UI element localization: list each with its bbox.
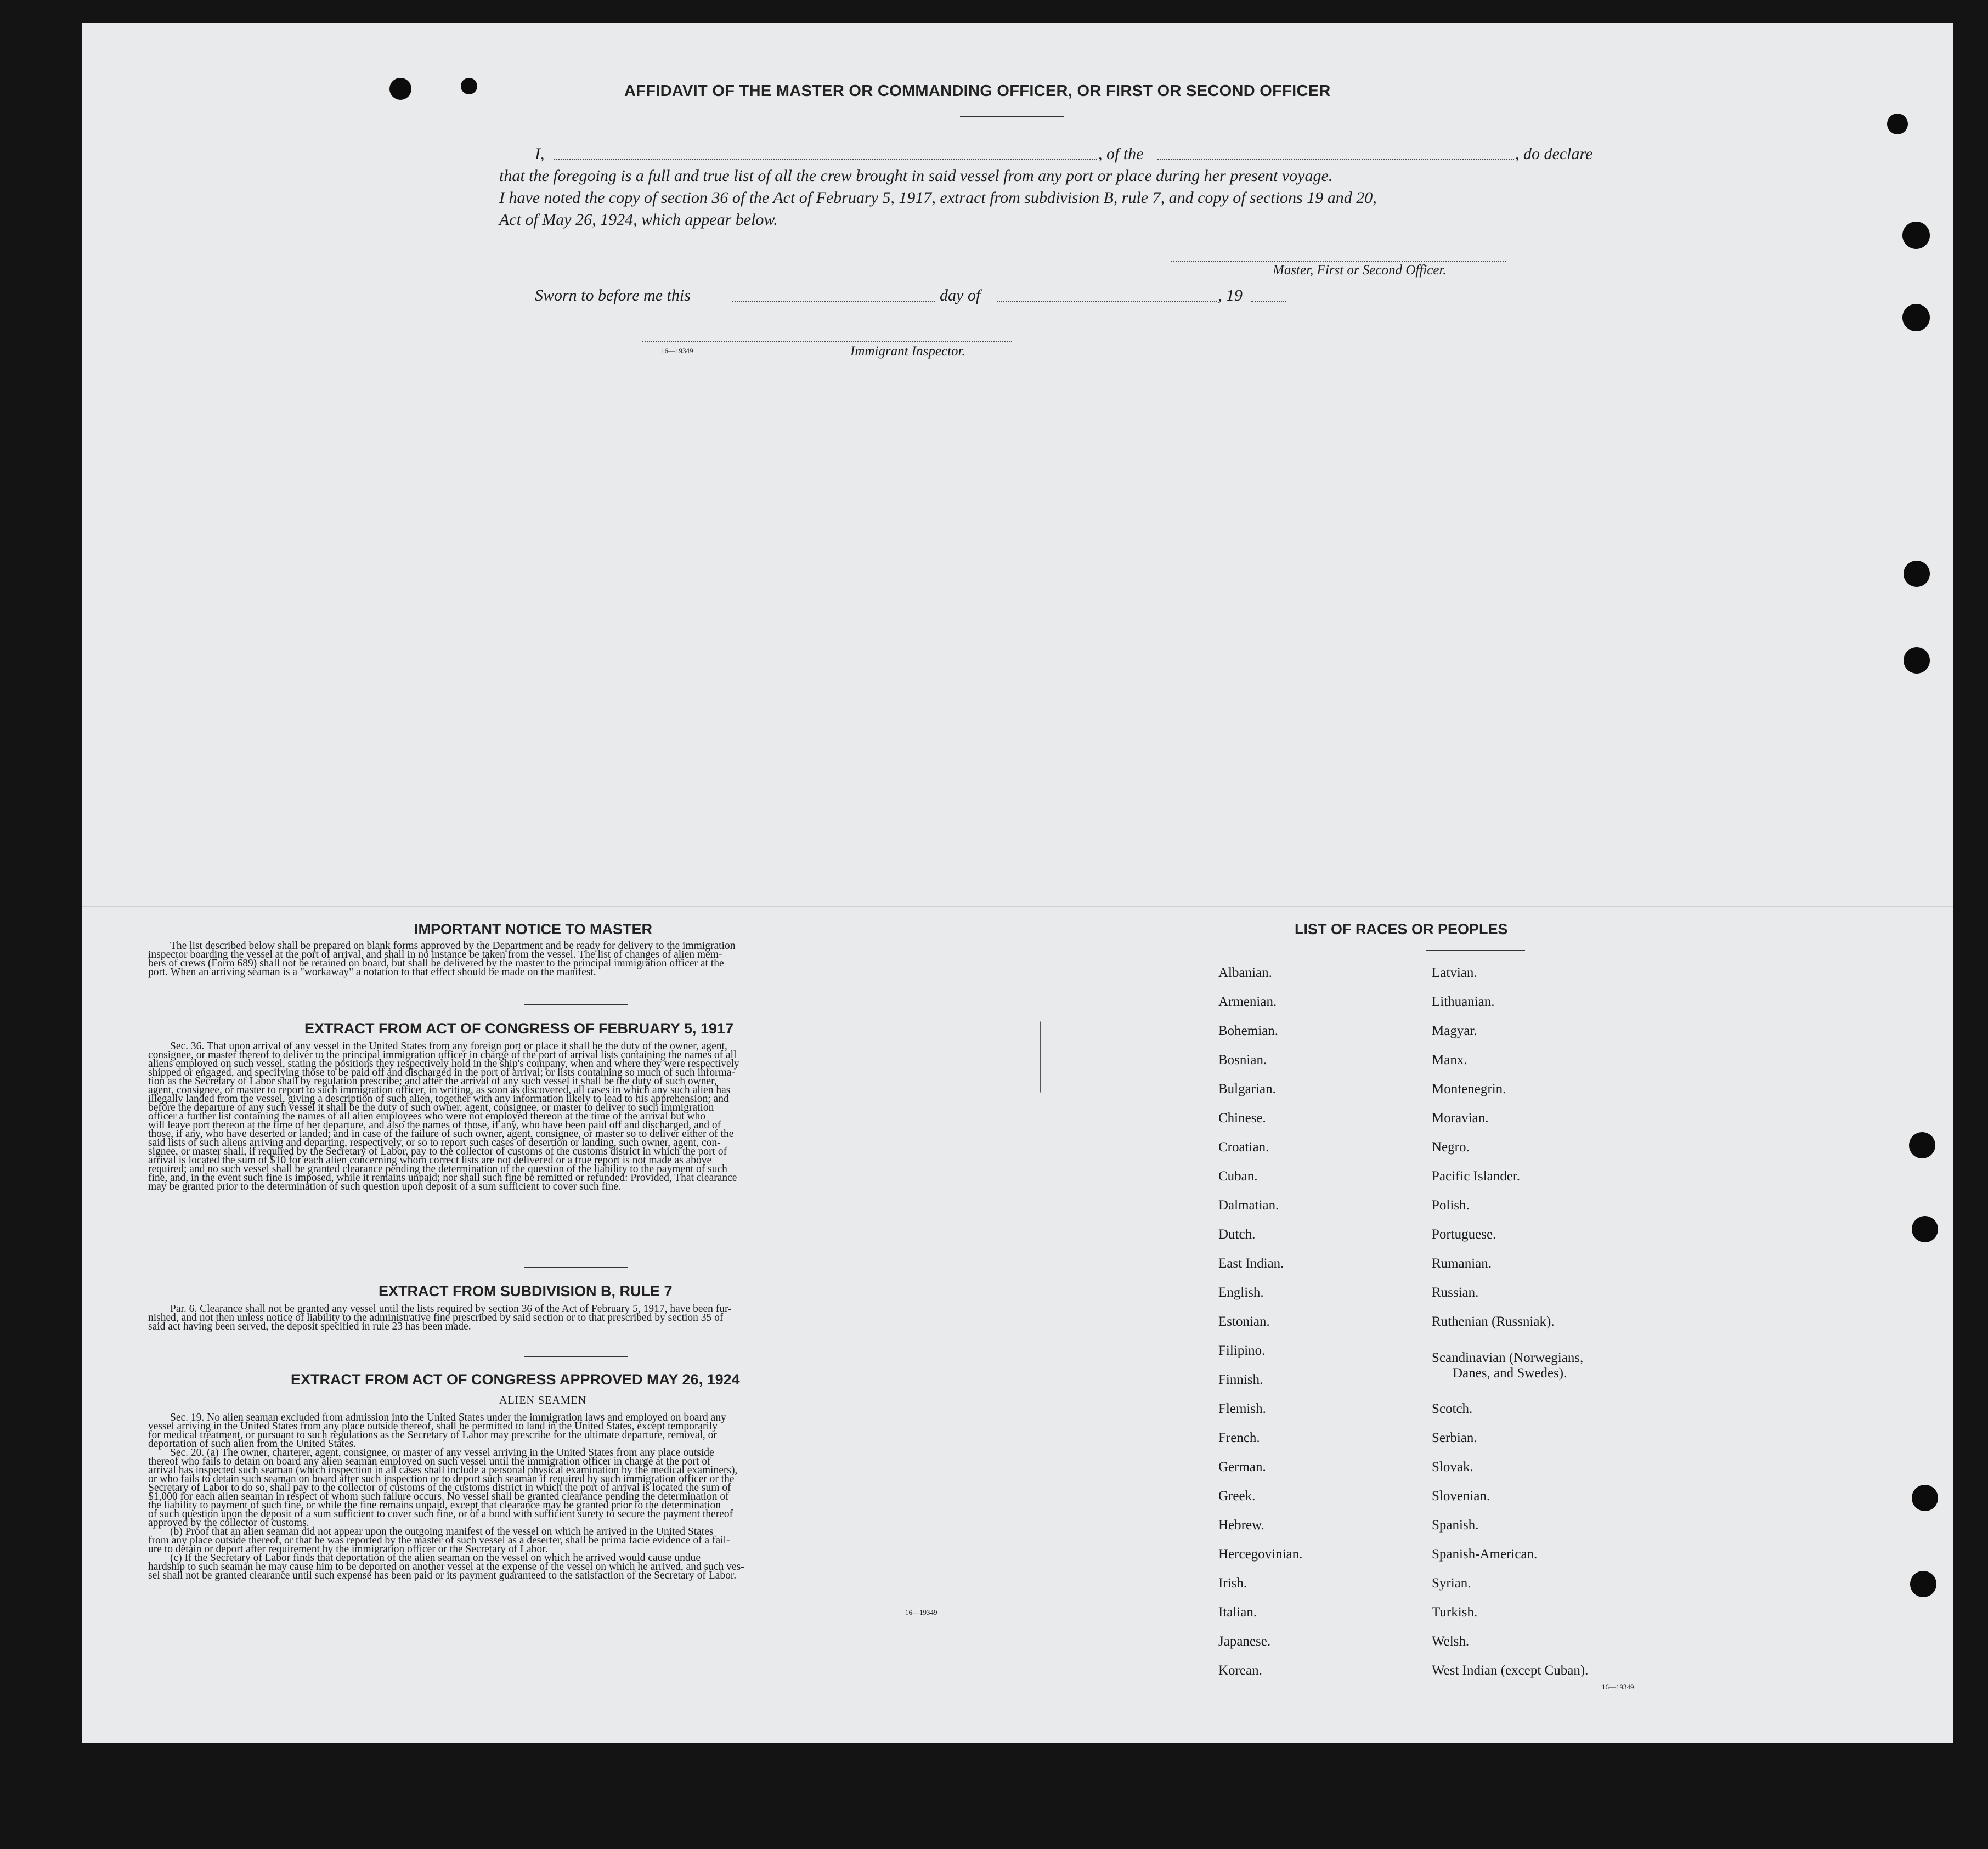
race-item: Welsh. (1432, 1634, 1470, 1649)
extract-1924-line: approved by the collector of customs. (148, 1517, 309, 1529)
sworn-year-blank[interactable] (1251, 301, 1286, 302)
extract-1924-line: or who fails to detain such seaman on board after such inspection or to deport such seaman if required by such immigration officer or the (148, 1473, 735, 1485)
extract-1917-rule (524, 1267, 628, 1268)
race-item: Serbian. (1432, 1430, 1477, 1445)
affidavit-body-line1: that the foregoing is a full and true list of all the crew brought in said vessel from any port or place during her present voyage. (499, 167, 1333, 185)
extract-1924-line: deportation of such alien from the United States. (148, 1438, 357, 1450)
punch-hole-icon (1909, 1132, 1935, 1158)
race-item: Polish. (1432, 1198, 1470, 1213)
extract-1924-line: (b) Proof that an alien seaman did not appear upon the outgoing manifest of the vessel on which he arrived in the United States (170, 1526, 714, 1537)
sworn-label: Sworn to before me this (535, 286, 691, 304)
extract-1917-line: before the departure of any such vessel it shall be the duty of such owner, agent, consignee, or master to deliver to such immigration (148, 1102, 714, 1113)
extract-1924-line: $1,000 for each alien seaman in respect of whom such failure occurs. No vessel shall be granted clearance pending the determination of (148, 1491, 729, 1502)
extract-1917-title: EXTRACT FROM ACT OF CONGRESS OF FEBRUARY 5, 1917 (304, 1020, 734, 1037)
affidavit-i-label: I, (535, 145, 545, 163)
race-item: Bosnian. (1218, 1053, 1267, 1067)
center-mark (1040, 1021, 1043, 1093)
race-item: Dutch. (1218, 1227, 1256, 1242)
extract-1917-line: will leave port thereon at the time of her departure, and also the names of those, if any, who have been paid off and discharged, and of (148, 1119, 721, 1131)
race-item: Ruthenian (Russniak). (1432, 1314, 1555, 1329)
race-item: English. (1218, 1285, 1264, 1300)
race-item: Magyar. (1432, 1024, 1477, 1038)
punch-hole-icon (1912, 1485, 1938, 1511)
punch-hole-icon (1902, 222, 1930, 249)
race-item: Japanese. (1218, 1634, 1271, 1649)
race-item: West Indian (except Cuban). (1432, 1663, 1589, 1678)
race-item: Rumanian. (1432, 1256, 1492, 1271)
sworn-month-blank[interactable] (997, 301, 1217, 302)
race-item: Cuban. (1218, 1169, 1258, 1184)
notice-line: The list described below shall be prepared on blank forms approved by the Department and be ready for delivery to the immigration (170, 940, 736, 952)
notice-title: IMPORTANT NOTICE TO MASTER (414, 921, 652, 937)
race-item: Bulgarian. (1218, 1082, 1276, 1096)
race-item: Flemish. (1218, 1401, 1266, 1416)
extract-1917-line: may be granted prior to the determination of such question upon deposit of a sum sufficient to cover such fine. (148, 1181, 621, 1192)
extract-1924-line: Sec. 19. No alien seaman excluded from admission into the United States under the immigration laws and employed on board any (170, 1412, 726, 1423)
race-item: Italian. (1218, 1605, 1257, 1620)
race-item: Pacific Islander. (1432, 1169, 1521, 1184)
extract-1924-form-number: 16—19349 (905, 1608, 937, 1616)
extract-1924-line: the liability to payment of such fine, or while the fine remains unpaid, except that clearance may be granted prior to the determination (148, 1500, 721, 1511)
sworn-date-blank[interactable] (732, 301, 935, 302)
punch-hole-icon (1910, 1571, 1936, 1597)
affidavit-do-declare: , do declare (1515, 145, 1593, 163)
punch-hole-icon (1912, 1216, 1938, 1242)
extract-1924-subtitle: ALIEN SEAMEN (499, 1394, 587, 1406)
extract-1924-line: thereof who fails to detain on board any alien seaman employed on such vessel until the immigration officer in charge at the port of (148, 1456, 711, 1467)
fold-line (82, 906, 1953, 907)
rule7-line: nished, and not then unless notice of liability to the administrative fine prescribed by said section or to that prescribed by section 35 of (148, 1312, 724, 1324)
race-item: East Indian. (1218, 1256, 1284, 1271)
punch-hole-icon (389, 78, 411, 100)
extract-1924-title: EXTRACT FROM ACT OF CONGRESS APPROVED MAY 26, 1924 (291, 1371, 740, 1388)
race-item: Spanish-American. (1432, 1547, 1538, 1562)
punch-hole-icon (1887, 114, 1908, 134)
race-item: Hebrew. (1218, 1518, 1264, 1533)
race-item: Greek. (1218, 1489, 1256, 1503)
document-sheet (82, 23, 1953, 1743)
extract-1924-line: hardship to such seaman he may cause him to be deported on another vessel at the expense of the vessel on which he arrived, and such ves- (148, 1561, 744, 1573)
extract-1917-line: officer a further list containing the names of all alien employees who were not employed thereon at the time of the arrival but who (148, 1111, 706, 1122)
extract-1924-line: of such question upon the deposit of a sum sufficient to cover such fine, or of a bond with sufficient surety to secure the payment thereof (148, 1508, 733, 1520)
extract-1917-text (148, 1042, 960, 1191)
race-item: German. (1218, 1460, 1266, 1474)
inspector-caption: Immigrant Inspector. (850, 344, 965, 359)
extract-1924-line: for medical treatment, or pursuant to such regulations as the Secretary of Labor may prescribe for the ultimate departure, removal, or (148, 1429, 717, 1441)
race-item: Danes, and Swedes). (1453, 1366, 1567, 1381)
punch-hole-icon (1902, 304, 1930, 331)
race-item: Chinese. (1218, 1111, 1266, 1126)
extract-1924-line: (c) If the Secretary of Labor finds that deportation of the alien seaman on the vessel on which he arrived would cause undue (170, 1552, 701, 1564)
extract-1917-line: signee, or master shall, if required by the Secretary of Labor, pay to the collector of customs of the customs district in which the port of (148, 1146, 727, 1157)
extract-1917-line: said lists of such aliens arriving and departing, respectively, or so to report such cases of desertion or landing, such owner, agent, con- (148, 1137, 721, 1149)
affidavit-body-line2: I have noted the copy of section 36 of the Act of February 5, 1917, extract from subdivision B, rule 7, and copy of sections 19 and 20, (499, 189, 1377, 207)
rule7-title: EXTRACT FROM SUBDIVISION B, RULE 7 (379, 1283, 673, 1299)
extract-1924-line: Sec. 20. (a) The owner, charterer, agent, consignee, or master of any vessel arriving in the United States from any place outside (170, 1447, 714, 1458)
affidavit-title-rule (960, 116, 1064, 117)
race-item: Russian. (1432, 1285, 1479, 1300)
rule7-rule (524, 1356, 628, 1357)
rule7-text (148, 1305, 960, 1331)
race-item: Finnish. (1218, 1372, 1263, 1387)
race-item: Slovak. (1432, 1460, 1473, 1474)
race-item: Scotch. (1432, 1401, 1473, 1416)
extract-1917-line: shipped or engaged, and specifying those to be paid off and discharged in the port of arrival; or lists containing so much of such informa- (148, 1067, 735, 1078)
race-item: Korean. (1218, 1663, 1262, 1678)
race-item: Montenegrin. (1432, 1082, 1506, 1096)
race-item: Dalmatian. (1218, 1198, 1279, 1213)
master-signature-caption: Master, First or Second Officer. (1273, 263, 1447, 278)
races-title: LIST OF RACES OR PEOPLES (1295, 921, 1508, 937)
extract-1924-line: vessel arriving in the United States from any place outside thereof, shall be permitted to land in the United States, except temporarily (148, 1421, 718, 1432)
notice-line: inspector boarding the vessel at the port of arrival, and shall in no instance be taken from the vessel. The list of changes of alien mem- (148, 949, 722, 960)
extract-1917-line: those, if any, who have deserted or landed; and in case of the failure of such owner, agent, consignee, or master so to deliver either of the (148, 1128, 734, 1140)
punch-hole-icon (1904, 647, 1930, 674)
affidavit-title: AFFIDAVIT OF THE MASTER OR COMMANDING OFFICER, OR FIRST OR SECOND OFFICER (624, 82, 1331, 100)
race-item: French. (1218, 1430, 1260, 1445)
notice-text (148, 942, 960, 977)
race-item: Irish. (1218, 1576, 1247, 1591)
race-item: Filipino. (1218, 1343, 1266, 1358)
race-item: Negro. (1432, 1140, 1470, 1155)
extract-1917-line: fine, and, in the event such fine is imposed, while it remains unpaid; nor shall such fine be remitted or refunded: Provided, That clearance (148, 1172, 737, 1184)
race-item: Manx. (1432, 1053, 1467, 1067)
affidavit-form-number: 16—19349 (661, 347, 693, 355)
race-item: Bohemian. (1218, 1024, 1279, 1038)
notice-line: port. When an arriving seaman is a "workaway" a notation to that effect should be made on the manifest. (148, 966, 596, 978)
master-signature-line[interactable] (1171, 261, 1506, 262)
race-item: Spanish. (1432, 1518, 1479, 1533)
extract-1917-line: consignee, or master thereof to deliver to the principal immigration officer in charge of the port of arrival lists containing the names of all (148, 1049, 737, 1061)
extract-1917-line: arrival is located the sum of $10 for each alien concerning whom correct lists are not delivered or a true report is not made as above (148, 1155, 712, 1166)
extract-1917-line: tion as the Secretary of Labor shall by regulation prescribe; and after the arrival of any such vessel it shall be the duty of such owner, (148, 1076, 717, 1087)
race-item: Latvian. (1432, 965, 1477, 980)
races-form-number: 16—19349 (1602, 1683, 1634, 1691)
extract-1924-line: ure to detain or deport after requirement by the immigration officer or the Secretary of Labor. (148, 1543, 548, 1555)
punch-hole-icon (1904, 561, 1930, 587)
affidavit-body-line3: Act of May 26, 1924, which appear below. (499, 211, 778, 229)
race-item: Hercegovinian. (1218, 1547, 1303, 1562)
race-item: Slovenian. (1432, 1489, 1490, 1503)
race-item: Lithuanian. (1432, 994, 1495, 1009)
race-item: Portuguese. (1432, 1227, 1496, 1242)
extract-1924-text (148, 1413, 960, 1580)
race-item: Albanian. (1218, 965, 1272, 980)
extract-1924-line: arrival has inspected such seaman (which inspection in all cases shall include a personal physical examination by the medical examiners), (148, 1465, 738, 1476)
day-of-label: day of (940, 286, 981, 304)
extract-1917-line: required; and no such vessel shall be granted clearance pending the determination of the question of the liability to the payment of such (148, 1163, 727, 1175)
race-item: Moravian. (1432, 1111, 1489, 1126)
race-item: Croatian. (1218, 1140, 1269, 1155)
affidavit-of-the: , of the (1098, 145, 1144, 163)
race-item: Estonian. (1218, 1314, 1270, 1329)
rule7-line: said act having been served, the deposit specified in rule 23 has been made. (148, 1321, 471, 1332)
notice-rule (524, 1004, 628, 1005)
extract-1924-line: sel shall not be granted clearance until such expense has been paid or its payment guaranteed to the satisfaction of the Secretary of Labor. (148, 1570, 737, 1581)
races-rule (1426, 950, 1525, 951)
master-name-blank[interactable] (554, 159, 1097, 160)
punch-hole-icon (461, 78, 477, 94)
year-label: , 19 (1218, 286, 1242, 304)
race-item: Armenian. (1218, 994, 1277, 1009)
vessel-name-blank[interactable] (1157, 159, 1514, 160)
notice-line: bers of crews (Form 689) shall not be retained on board, but shall be delivered by the master to the principal immigration officer at the (148, 958, 724, 969)
race-item: Scandinavian (Norwegians, (1432, 1350, 1584, 1365)
extract-1917-line: aliens employed on such vessel, stating the positions they respectively hold in the ship's company, when and where they were respectively (148, 1058, 739, 1070)
extract-1917-line: agent, consignee, or master to report to such immigration officer, in writing, as soon as discovered, all cases in which any such alien has (148, 1084, 731, 1096)
extract-1917-line: Sec. 36. That upon arrival of any vessel in the United States from any foreign port or place it shall be the duty of the owner, agent, (170, 1041, 727, 1052)
extract-1917-line: illegally landed from the vessel, giving a description of such alien, together with any information likely to lead to his apprehension; and (148, 1093, 729, 1105)
race-item: Turkish. (1432, 1605, 1478, 1620)
extract-1924-line: from any place outside thereof, or that he was reported by the master of such vessel as a deserter, shall be prima facie evidence of a fail- (148, 1535, 730, 1546)
rule7-line: Par. 6. Clearance shall not be granted any vessel until the lists required by section 36 of the Act of February 5, 1917, have been fur- (170, 1303, 732, 1315)
extract-1924-line: Secretary of Labor to do so, shall pay to the collector of customs of the customs district in which the port of arrival is located the sum of (148, 1482, 731, 1494)
inspector-signature-line[interactable] (642, 341, 1012, 342)
race-item: Syrian. (1432, 1576, 1471, 1591)
